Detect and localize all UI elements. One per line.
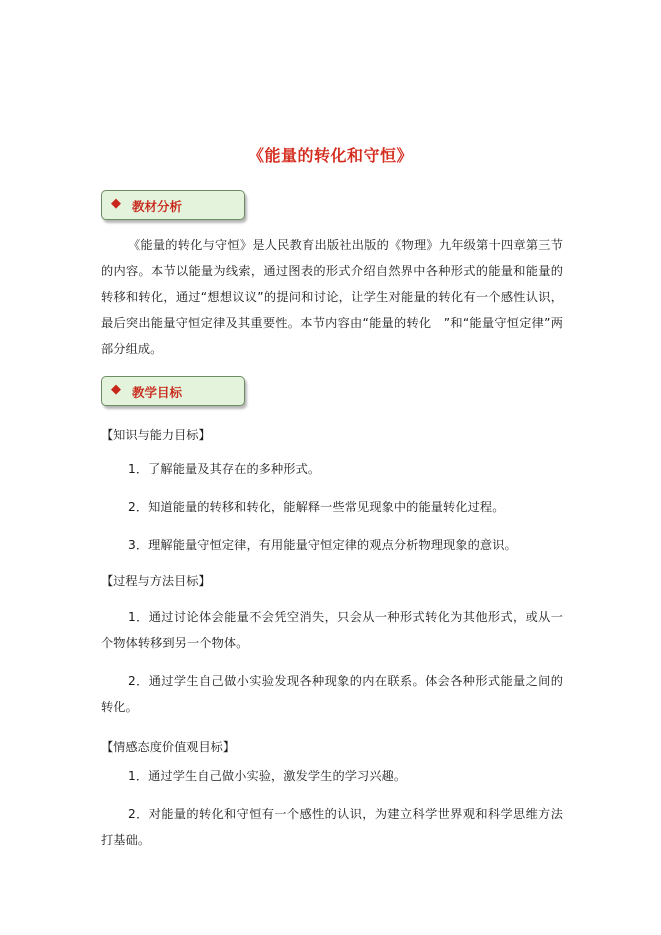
diamond-bullet-icon: ◆ [111,196,121,211]
process-item: 2．通过学生自己做小实验发现各种现象的内在联系。体会各种形式能量之间的转化。 [101,674,563,714]
section-label: 教材分析 [132,199,183,214]
emotion-heading: 【情感态度价值观目标】 [101,740,236,754]
section-label: 教学目标 [132,385,183,400]
emotion-item: 2．对能量的转化和守恒有一个感性的认识，为建立科学世界观和科学思维方法打基础。 [101,807,563,847]
diamond-bullet-icon: ◆ [111,382,121,397]
emotion-item: 1．通过学生自己做小实验，激发学生的学习兴趣。 [128,769,407,783]
knowledge-item: 3．理解能量守恒定律，有用能量守恒定律的观点分析物理现象的意识。 [128,538,517,552]
process-item: 1．通过讨论体会能量不会凭空消失，只会从一种形式转化为其他形式，或从一个物体转移到另一个物体。 [101,610,563,650]
knowledge-heading: 【知识与能力目标】 [101,428,211,442]
analysis-paragraph: 《能量的转化与守恒》是人民教育出版社出版的《物理》九年级第十四章第三节的内容。本节以能量为线索，通过图表的形式介绍自然界中各种形式的能量和能量的转移和转化，通过“想想议议”的提问和讨论，让学生对能量的转化有一个感性认识，最后突出能量守恒定律及其重要性。本节内容由“能量的转化 ”和“能量守恒定律”两部分组成。 [101,238,563,356]
section-header-analysis [101,190,245,220]
knowledge-item: 1．了解能量及其存在的多种形式。 [128,462,321,476]
process-heading: 【过程与方法目标】 [101,574,211,588]
section-header-objectives [101,376,245,406]
document-title: 《能量的转化和守恒》 [247,146,413,165]
knowledge-item: 2．知道能量的转移和转化，能解释一些常见现象中的能量转化过程。 [128,500,505,514]
